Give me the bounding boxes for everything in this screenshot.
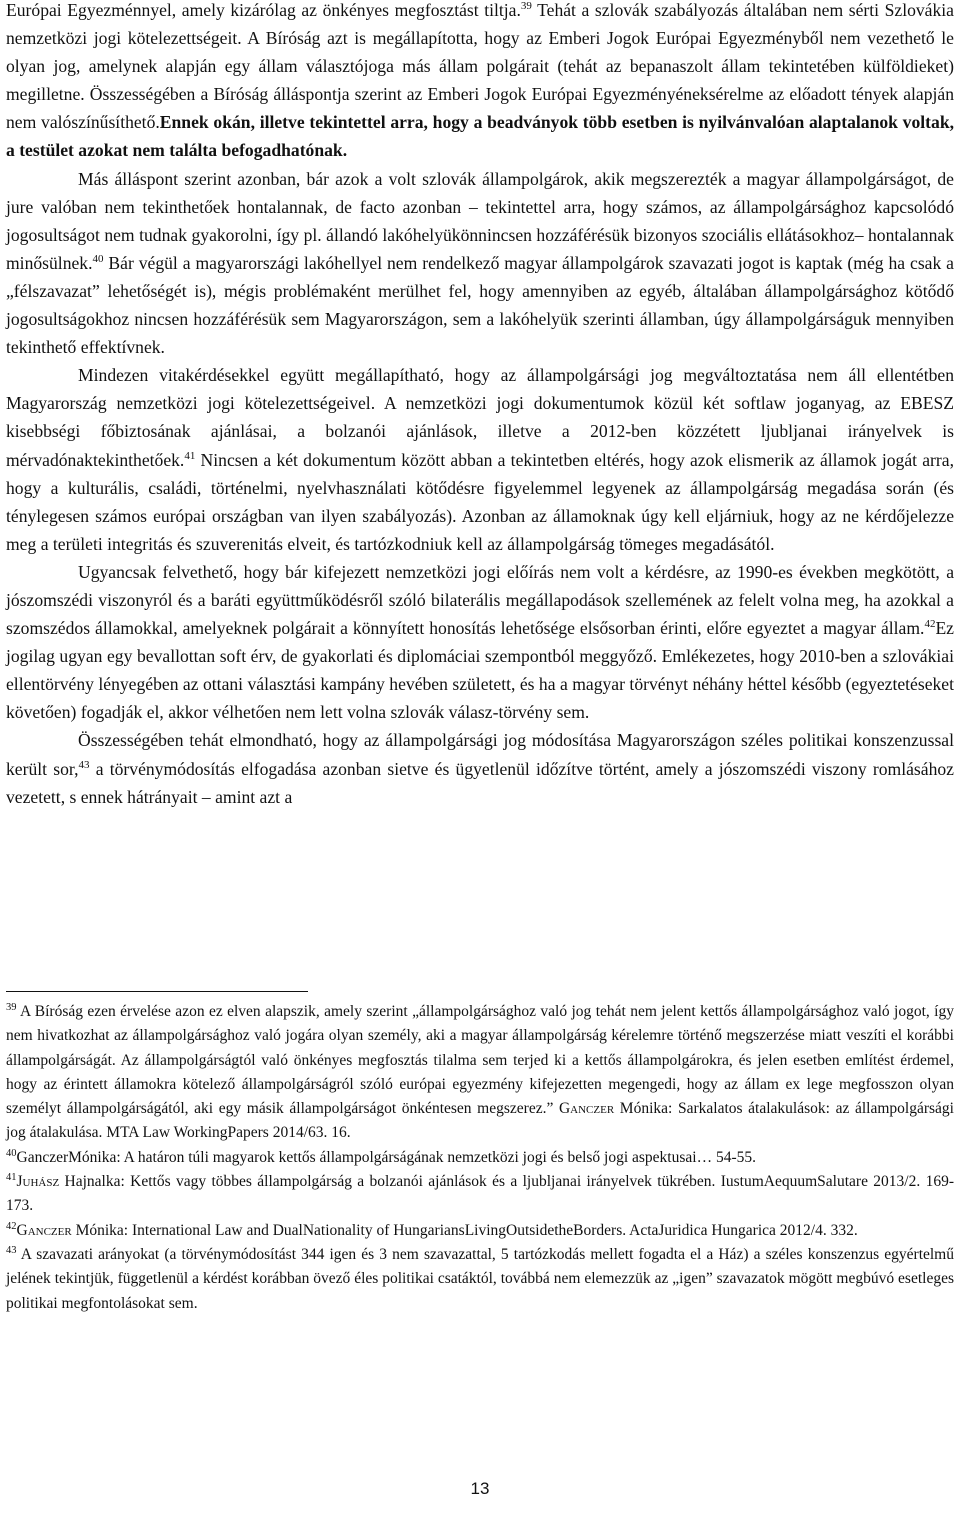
footnote-number: 43: [6, 1244, 17, 1256]
paragraph-text: Bár végül a magyarországi lakóhellyel nem rendelkező magyar állampolgárok szavazati jogot is kaptak (még ha csak a „félszavazat” lehetőségét is), mégis problémaként merülhet fel, hogy amennyiben az egyéb, általában állampolgársághoz kötődő jogosultságokhoz nincsen hozzáférésük sem Magyarországon, sem a lakóhelyük szerinti államban, úgy állampolgárságuk mennyiben tekinthető effektívnek.: [6, 252, 954, 358]
paragraph-text: Ez jogilag ugyan egy bevallottan soft érv, de gyakorlati és diplomáciai szempontból meggyőző. Emlékezetes, hogy 2010-ben a szlovákiai ellentörvény lényegében az ottani választási kampány hevében született, és ha a magyar törvényt néhány héttel később (egyeztetéseket követően) fogadják el, akkor vélhetően nem lett volna szlovák válasz-törvény sem.: [6, 618, 954, 723]
paragraph-text: Más álláspont szerint azonban, bár azok a volt szlovák állampolgárok, akik megszerezték a magyar állampolgárságot, de jure valóban nem tekinthetőek hontalannak, de facto azonban – tekintettel arra, hogy számos, az állampolgársághoz kapcsolódó jogosultságot nem tudnak gyakorolni, így pl. állandó lakóhelyükönnincsen hozzáférésük bizonyos szociális ellátásokhoz– hontalannak minősülnek.: [6, 168, 954, 273]
paragraph-text: a törvénymódosítás elfogadása azonban sietve és ügyetlenül időzítve történt, amely a jószomszédi viszony romlásához vezetett, s ennek hátrányait – amint azt a: [6, 758, 954, 807]
footnote-40: [6, 1146, 954, 1170]
footnote-author: Juhász: [16, 1173, 60, 1191]
footnote-separator: [6, 991, 308, 992]
paragraph-text: Tehát a szlovák szabályozás általában nem sérti Szlovákia nemzetközi jogi kötelezettségeit. A Bíróság azt is megállapította, hogy az Emberi Jogok Európai Egyezményből nem vezethető le olyan jog, amelynek alapján egy állam választójoga más állam polgárait (tehát az bepanaszolt állam tekintetében külföldieket) megilletne. Összességében a Bíróság álláspontja szerint az Emberi Jogok Európai Egyezményéneksérelme az előadott tények alapján nem valószínűsíthető.: [6, 0, 954, 133]
footnote-ref-41[interactable]: 41: [184, 449, 196, 462]
footnote-ref-43[interactable]: 43: [78, 758, 90, 771]
paragraph-text: Ugyancsak felvethető, hogy bár kifejezett nemzetközi jogi előírás nem volt a kérdésre, az 1990-es években megkötött, a jószomszédi viszonyról és a baráti együttműködésről szóló bilaterális megállapodások szellemének az felelt volna meg, ha azokkal a szomszédos államokkal, amelyeknek polgárait a könnyített honosítás lehetősége elsősorban érinti, előre egyeztet a magyar állam.: [6, 561, 954, 639]
footnote-text: Hajnalka: Kettős vagy többes állampolgárság a bolzanói ajánlások és a ljubljanai irányelvek tükrében. IustumAequumSalutare 2013/2. 169-173.: [6, 1173, 954, 1215]
paragraph-text: Nincsen a két dokumentum között abban a tekintetben eltérés, hogy azok elismerik az államok jogát arra, hogy a kulturális, családi, történelmi, nyelvhasználati kötődésre figyelemmel legyenek az állampolgárság megadása során (és ténylegesen számos európai országban van ilyen szabályozás). Azonban az államoknak úgy kell eljárniuk, hogy az ne kérdőjelezze meg a területi integritás és szuverenitás elveit, és tartózkodniuk kell az állampolgárság tömeges megadásától.: [6, 449, 954, 554]
footnote-text: A Bíróság ezen érvelése azon ez elven alapszik, amely szerint „állampolgársághoz való jog tehát nem jelent kettős állampolgársághoz való jogot, így nem hivatkozhat az állampolgársághoz való jogára olyan személy, aki a magyar állampolgárság kérelemre történő megszerzése miatt veszíti el korábbi állampolgárságát. Az állampolgárságtól való önkényes megfosztás tilalma sem terjed ki a kettős állampolgárokra, és jelen esetben említést érdemel, hogy az érintett államokra kötelező állampolgárságról szóló európai egyezmény kifejezetten megengedi, hogy az állam ex lege megfosszon olyan személyt állampolgárságától, aki egy másik állampolgárságot önkéntesen megszerez.”: [6, 1003, 954, 1118]
footnote-42: [6, 1219, 954, 1243]
footnote-number: 39: [6, 1002, 17, 1013]
footnotes: [6, 1000, 954, 1316]
footnote-text: Mónika: International Law and DualNationality of HungariansLivingOutsidetheBorders. ActaJuridica Hungarica 2012/4. 332.: [71, 1221, 858, 1239]
footnote-ref-39[interactable]: 39: [520, 0, 532, 12]
paragraph-5: [6, 726, 954, 810]
footnote-author: Ganczer: [16, 1221, 72, 1239]
paragraph-text: Összességében tehát elmondható, hogy az állampolgársági jog módosítása Magyarországon széles politikai konszenzussal került sor,: [6, 730, 954, 779]
paragraph-2: [6, 165, 954, 362]
body-text: [6, 0, 954, 811]
footnote-number: 40: [6, 1147, 17, 1159]
paragraph-text: Európai Egyezménnyel, amely kizárólag az önkényes megfosztást tiltja.: [6, 0, 521, 20]
footnote-43: [6, 1243, 954, 1316]
footnote-39: [6, 1000, 954, 1146]
footnote-ref-42[interactable]: 42: [924, 618, 936, 631]
footnote-number: 42: [6, 1220, 17, 1232]
paragraph-4: [6, 558, 954, 727]
page-number: 13: [470, 1479, 490, 1498]
footnote-text: Mónika: Sarkalatos átalakulások: az állampolgársági jog átalakulása. MTA Law WorkingPapers 2014/63. 16.: [6, 1100, 954, 1142]
footnote-41: [6, 1170, 954, 1219]
footnote-text: GanczerMónika: A határon túli magyarok kettős állampolgárságának nemzetközi jogi és belső jogi aspektusai… 54-55.: [16, 1148, 756, 1166]
footnote-ref-40[interactable]: 40: [92, 252, 104, 265]
paragraph-1: [6, 0, 954, 165]
paragraph-text: Mindezen vitakérdésekkel együtt megállapítható, hogy az állampolgársági jog megváltoztatása nem áll ellentétben Magyarország nemzetközi jogi kötelezettségeivel. A nemzetközi jogi dokumentumok közül két softlaw joganyag, az EBESZ kisebbségi főbiztosának ajánlásai, a bolzanói ajánlások, illetve a 2012-ben közzétett ljubljanai irányelvek is mérvadónaktekinthetőek.: [6, 365, 954, 470]
footnote-author: Ganczer: [558, 1100, 615, 1118]
footnote-text: A szavazati arányokat (a törvénymódosítást 344 igen és 3 nem szavazattal, 5 tartózkodás mellett fogadta el a Ház) a széles konszenzus egyértelmű jelének tekintjük, függetlenül a kérdést korábban övező éles politikai csatáktól, továbbá nem elemezzük az „igen” szavazatok mögött megbúvó esetleges politikai megfontolásokat sem.: [6, 1245, 954, 1312]
paragraph-3: [6, 361, 954, 558]
paragraph-text-bold: Ennek okán, illetve tekintettel arra, hogy a beadványok több esetben is nyilvánvalóan alaptalanok voltak, a testület azokat nem találta befogadhatónak.: [6, 112, 955, 161]
footnote-number: 41: [6, 1172, 17, 1184]
